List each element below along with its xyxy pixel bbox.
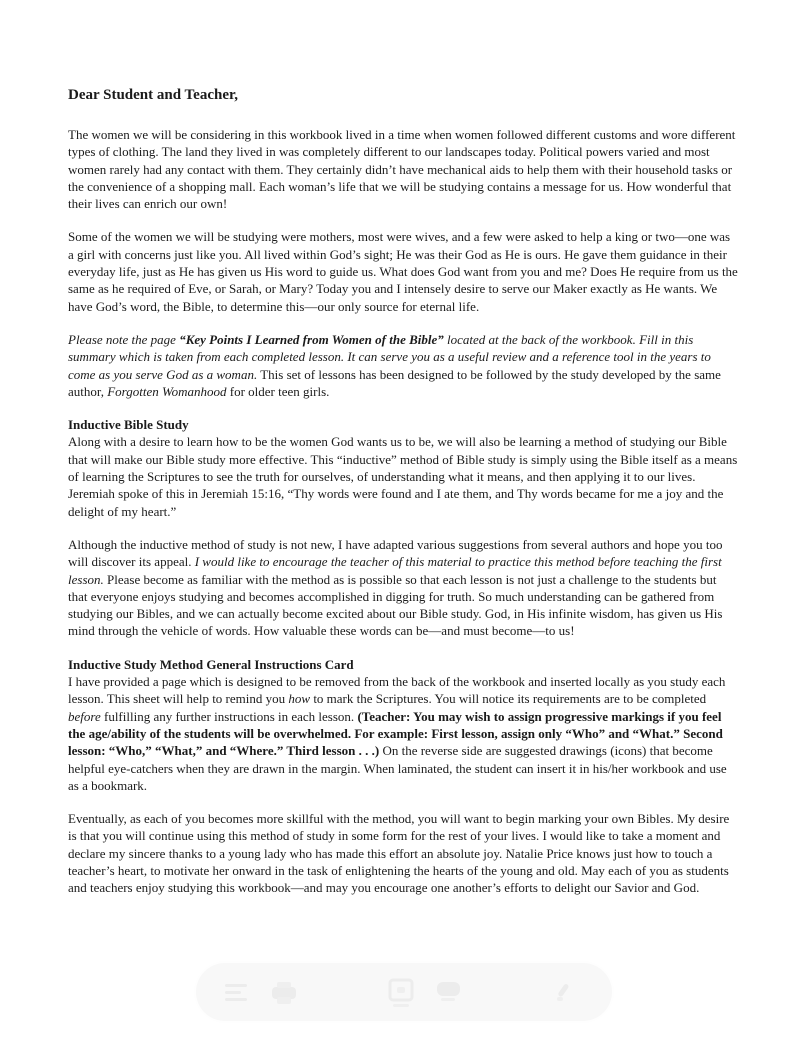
text-segment: located at the back of the workbook. Fill in this summary which is taken from each completed lesson. It can serve you as a useful review and a reference tool in the years to come as you serve God as a woman. [68,331,711,382]
text-segment: to mark the Scriptures. You will notice its requirements are to be completed [310,691,707,707]
text-segment-teacher-encouragement: I would like to encourage the teacher of this material to practice this method before teaching the first lesson. [68,554,722,587]
frame-icon[interactable] [388,978,414,1013]
text-lines-icon[interactable] [224,980,250,1011]
paragraph-instructions-card [68,673,738,794]
text-segment: Although the inductive method of study is not new, I have adapted various suggestions from several authors and hope you too will discover its appeal. [68,536,723,570]
printer-icon[interactable] [270,980,298,1011]
paragraph-inductive-method [68,433,738,519]
paragraph-closing [68,810,738,896]
text-segment: Some of the women we will be studying were mothers, most were wives, and a few were asked to help a king or two—one was a girl with concerns just like you. All lived within God’s sight; He was their God as He is ours. He gave them guidance in their everyday life, just as He has given us His word to guide us. What does God want from you and me? Does He require from us the same as he required of Eve, or Sarah, or Mary? Today you and I intensely desire to serve our Maker exactly as He wants. We have God’s word, the Bible, to determine this—our only source for eternal life. [68,229,738,314]
text-segment: This set of lessons has been designed to be followed by the study developed by the same author, [68,366,721,399]
letter-body [68,86,738,913]
text-segment: Please become as familiar with the method as is possible so that each lesson is not just a challenge to the students but that everyone enjoys studying and becomes accomplished in digging for truth. So much understanding can be gathered from studying our Bibles, and we can actually become excited about our Bible study. God, in His infinite wisdom, has given us His mind through the vehicle of words. How valuable these words can be—and must become—to us! [68,571,723,639]
text-segment: Please note the page [68,331,180,347]
text-segment: how [288,691,311,707]
section-heading-inductive-bible-study: Inductive Bible Study [68,417,189,433]
text-segment: Eventually, as each of you becomes more skillful with the method, you will want to begin marking your own Bibles. My desire is that you will continue using this method of study in some form for the rest of your lives. I would like to take a moment and declare my sincere thanks to a young lady who has made this effort an absolute joy. Natalie Price knows just how to touch a teacher’s heart, to motivate her onward in the task of enlightening the hearts of the young and old. May each of you as students and teachers enjoy studying this workbook—and may you encourage one another’s efforts to delight our Savior and God. [68,811,730,896]
pen-icon[interactable] [554,982,572,1007]
paragraph-key-points-note [68,331,738,400]
text-segment: Along with a desire to learn how to be the women God wants us to be, we will also be learning a method of studying our Bible that will make our Bible study more effective. This “inductive” method of Bible study is simply using the Bible itself as a means of learning the Scriptures to see the truth for ourselves, of understanding what it means, and then applying it to our lives. Jeremiah spoke of this in Jeremiah 15:16, “Thy words were found and I ate them, and Thy words became for me a joy and the delight of my heart.” [68,434,738,519]
text-segment-key-points-title: “Key Points I Learned from Women of the Bible” [179,331,444,347]
paragraph-method-appeal [68,536,738,640]
page-title: Dear Student and Teacher, [68,87,239,103]
text-segment-teacher-note: (Teacher: You may wish to assign progressive markings if you feel the age/ability of the students will be overwhelmed. For example: First lesson, assign only “Who” and “What.” Second lesson: “Who,” “What,” and “Where.” Third lesson . . .) [68,708,723,759]
text-segment-book-title: Forgotten Womanhood [107,383,227,399]
text-segment: The women we will be considering in this workbook lived in a time when women followed different customs and wore different types of clothing. The land they lived in was completely different to our landscapes today. Political powers varied and most women rarely had any contact with them. They certainly didn’t have mechanical aids to help them with their household tasks or the convenience of a shopping mall. Each woman’s life that we will be studying contains a message for us. How wonderful that their lives can enrich our own! [68,127,736,212]
text-segment: I have provided a page which is designed to be removed from the back of the workbook and inserted locally as you study each lesson. This sheet will help to remind you [68,674,726,707]
paragraph-intro [68,126,738,212]
text-segment: for older teen girls. [226,383,330,399]
chat-icon[interactable] [436,981,462,1010]
floating-overlay-toolbar [196,963,612,1021]
paragraph-women-studied [68,228,738,314]
section-heading-instructions-card: Inductive Study Method General Instructions Card [68,656,354,672]
text-segment: fulfilling any further instructions in each lesson. [100,708,358,724]
text-segment: before [68,708,101,724]
text-segment: On the reverse side are suggested drawings (icons) that become helpful eye-catchers when they are drawn in the margin. When laminated, the student can insert it in his/her workbook and use as a bookmark. [68,743,727,793]
